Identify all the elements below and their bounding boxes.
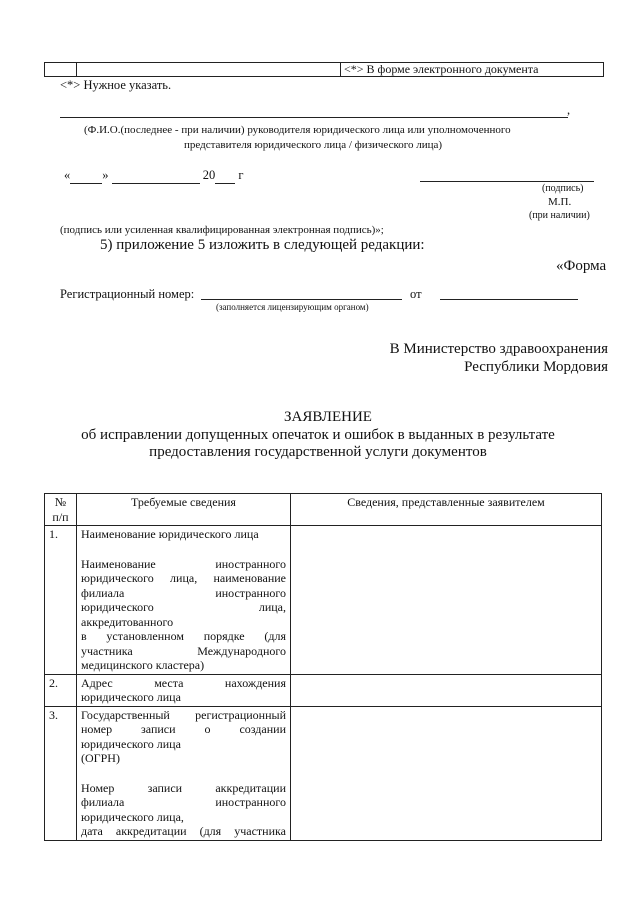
date-year-suffix: г (238, 168, 244, 182)
row-provided[interactable] (291, 706, 602, 840)
name-comma: , (567, 103, 571, 117)
signature-line (420, 168, 594, 182)
esign-caption: (подпись или усиленная квалифицированная электронная подпись)»; (60, 224, 384, 236)
row-line: в установленном порядке (для (81, 629, 286, 643)
table-header-row (45, 494, 602, 526)
header-provided: Сведения, представленные заявителем (291, 494, 602, 526)
date-month-blank (112, 168, 200, 184)
addressee-line-1: В Министерство здравоохранения (389, 341, 608, 357)
date-day-blank (70, 168, 102, 184)
stamp-note: (при наличии) (529, 210, 590, 221)
name-caption-2: представителя юридического лица / физического лица) (184, 139, 443, 151)
data-table (44, 493, 602, 841)
row-line: юридического лица, наименование (81, 571, 286, 585)
row-line: Номер записи аккредитации (81, 780, 286, 795)
signature-caption: (подпись) (542, 183, 584, 194)
reg-label: Регистрационный номер: (60, 287, 195, 301)
row-line: Адрес места нахождения (81, 675, 286, 690)
name-caption: (Ф.И.О.(последнее - при наличии) руководителя юридического лица или уполномоченного (84, 124, 511, 136)
header-num-line2: п/п (52, 509, 69, 524)
row-provided[interactable] (291, 674, 602, 706)
stamp-label: М.П. (548, 196, 572, 208)
row-line: участника Международного (81, 643, 286, 658)
row-line: юридического лица, (81, 600, 286, 614)
reg-caption: (заполняется лицензирующим органом) (216, 302, 369, 312)
footnote: <*> Нужное указать. (60, 78, 172, 92)
top-table (44, 62, 604, 77)
row-line: дата аккредитации (для участника (81, 824, 286, 838)
row-line (81, 542, 286, 557)
row-line: юридического лица (81, 690, 181, 704)
subtitle-line-1: об исправлении допущенных опечаток и ошибок в выданных в результате (81, 427, 555, 443)
forma-label: «Форма (556, 258, 607, 274)
date-field (64, 168, 244, 184)
row-line: юридического лица, (81, 809, 184, 824)
table-row (45, 706, 602, 840)
top-table-cell-3: <*> В форме электронного документа (344, 62, 539, 76)
date-close-quote: » (102, 168, 109, 182)
header-required: Требуемые сведения (77, 494, 291, 526)
row-line: юридического лица (81, 736, 181, 751)
reg-date-line (440, 286, 578, 300)
item-5: 5) приложение 5 изложить в следующей редакции: (100, 237, 425, 253)
row-provided[interactable] (291, 526, 602, 675)
row-line: Наименование иностранного (81, 556, 286, 571)
date-year-prefix: 20 (202, 168, 216, 182)
row-line: (ОГРН) (81, 751, 120, 765)
row-line: Государственный регистрационный (81, 707, 286, 722)
row-line: аккредитованного (81, 614, 174, 629)
reg-number-line (201, 286, 402, 300)
row-num: 1. (45, 526, 77, 675)
row-num: 3. (45, 706, 77, 840)
header-num (45, 494, 77, 526)
name-line (60, 103, 571, 118)
reg-from-label: от (410, 287, 422, 301)
row-required (77, 526, 291, 675)
row-num: 2. (45, 674, 77, 706)
date-open-quote: « (64, 168, 71, 182)
subtitle-line-2: предоставления государственной услуги документов (149, 444, 487, 460)
addressee-line-2: Республики Мордовия (464, 359, 608, 375)
row-line: Наименование юридического лица (81, 527, 259, 541)
row-line: номер записи о создании (81, 722, 286, 736)
row-line: филиала иностранного (81, 795, 286, 809)
table-row (45, 526, 602, 675)
row-line (81, 766, 286, 781)
page-title: ЗАЯВЛЕНИЕ (284, 409, 372, 425)
top-table-cell-2 (77, 63, 341, 76)
row-required (77, 706, 291, 840)
row-line: филиала иностранного (81, 585, 286, 600)
row-line: медицинского кластера) (81, 658, 205, 672)
table-row (45, 674, 602, 706)
date-year-blank (215, 168, 235, 184)
top-table-cell-1 (45, 63, 77, 76)
row-required (77, 674, 291, 706)
header-num-line1: № (54, 495, 67, 509)
